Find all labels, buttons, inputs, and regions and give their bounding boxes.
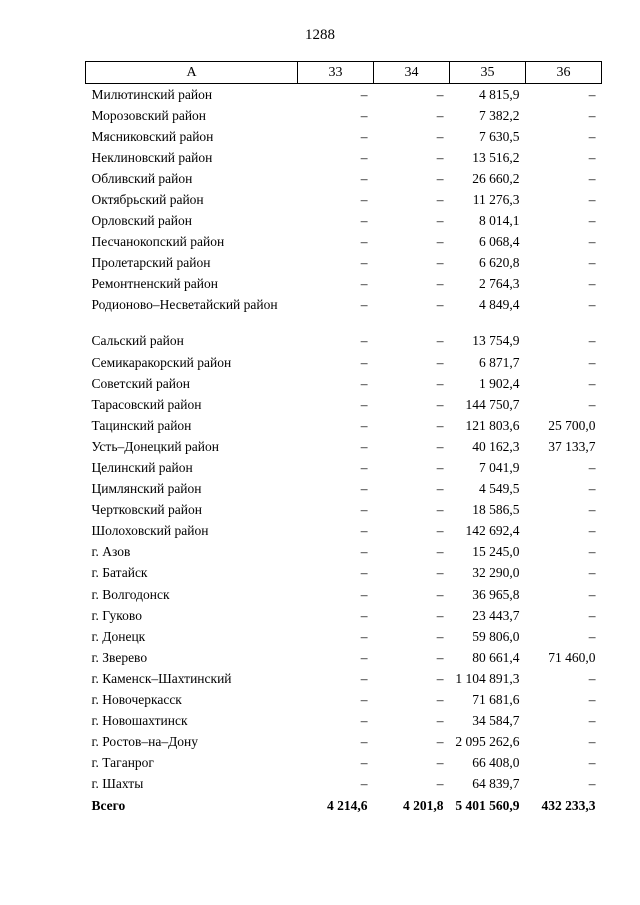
- value-36: –: [588, 354, 596, 370]
- value-36: –: [588, 297, 596, 313]
- value-34: –: [436, 460, 444, 475]
- value-33: –: [360, 755, 368, 771]
- value-33: –: [360, 460, 368, 475]
- district-name: Цимлянский район: [91, 481, 202, 497]
- value-35: 7 041,9: [479, 460, 520, 475]
- value-35: 13 754,9: [472, 333, 520, 349]
- value-35: 13 516,2: [472, 149, 520, 165]
- value-35: 23 443,7: [472, 607, 520, 623]
- value-34: –: [436, 255, 444, 271]
- district-name: Шолоховский район: [91, 523, 209, 539]
- value-33: –: [360, 107, 368, 123]
- total-label: Всего: [91, 797, 126, 813]
- value-36: –: [588, 107, 596, 123]
- value-36: –: [588, 149, 596, 165]
- value-36: –: [588, 565, 596, 581]
- value-33: –: [360, 234, 368, 250]
- value-35: 80 661,4: [472, 649, 520, 665]
- table-row: [86, 752, 602, 773]
- header-cell-33: 33: [298, 62, 374, 84]
- value-36: –: [588, 213, 596, 229]
- value-35: 32 290,0: [472, 565, 520, 581]
- table-row: [86, 84, 602, 105]
- value-33: –: [360, 481, 368, 497]
- value-35: 6 620,8: [479, 255, 520, 271]
- value-33: –: [360, 523, 368, 539]
- total-value-33: 4 214,6: [327, 797, 368, 813]
- table-row: [86, 415, 602, 436]
- district-name: Обливский район: [91, 170, 193, 186]
- value-34: –: [436, 755, 444, 771]
- value-33: –: [360, 417, 368, 433]
- table-row: [86, 541, 602, 562]
- table-row: [86, 773, 602, 794]
- district-name: Ремонтненский район: [91, 276, 218, 292]
- value-35: 4 849,4: [479, 297, 520, 313]
- value-36: –: [588, 776, 596, 792]
- table-row: [86, 394, 602, 415]
- table-row: [86, 252, 602, 273]
- table-row: [86, 105, 602, 126]
- value-33: –: [360, 628, 368, 644]
- value-33: –: [360, 649, 368, 665]
- value-35: 18 586,5: [472, 502, 520, 518]
- header-cell-36: 36: [526, 62, 602, 84]
- total-value-35: 5 401 560,9: [455, 797, 520, 813]
- header-cell-34: 34: [374, 62, 450, 84]
- value-35: 64 839,7: [472, 776, 520, 792]
- table-row: [86, 668, 602, 689]
- table-row: [86, 210, 602, 231]
- table-row: [86, 126, 602, 147]
- value-34: –: [436, 734, 444, 750]
- value-36: –: [588, 170, 596, 186]
- value-34: –: [436, 628, 444, 644]
- table-row: [86, 689, 602, 710]
- value-36: –: [588, 755, 596, 771]
- value-36: –: [588, 191, 596, 207]
- district-name: Усть–Донецкий район: [91, 438, 219, 454]
- value-33: –: [360, 255, 368, 271]
- district-name: Неклиновский район: [91, 149, 213, 165]
- value-35: 8 014,1: [479, 213, 520, 229]
- value-33: –: [360, 375, 368, 391]
- value-35: 15 245,0: [472, 544, 520, 560]
- value-34: –: [436, 297, 444, 313]
- value-35: 6 068,4: [479, 234, 520, 250]
- value-36: –: [588, 502, 596, 518]
- district-name: Чертковский район: [91, 502, 202, 518]
- value-34: –: [436, 396, 444, 412]
- value-34: –: [436, 128, 444, 144]
- district-name: Морозовский район: [91, 107, 207, 123]
- value-33: –: [360, 354, 368, 370]
- table-row: [86, 373, 602, 394]
- value-36: –: [588, 607, 596, 623]
- table-row: [86, 562, 602, 583]
- value-36: –: [588, 234, 596, 250]
- table-body: [86, 84, 602, 816]
- table-row: [86, 499, 602, 520]
- district-name: Песчанокопский район: [91, 234, 225, 250]
- value-35: 11 276,3: [472, 191, 520, 207]
- value-35: 4 549,5: [479, 481, 520, 497]
- value-35: 26 660,2: [472, 170, 520, 186]
- value-36: –: [588, 713, 596, 729]
- table-row: [86, 294, 602, 330]
- value-34: –: [436, 544, 444, 560]
- value-33: –: [360, 565, 368, 581]
- value-35: 144 750,7: [465, 396, 520, 412]
- value-36: –: [588, 523, 596, 539]
- value-35: 7 382,2: [479, 107, 520, 123]
- table-row: [86, 457, 602, 478]
- value-36: –: [588, 544, 596, 560]
- value-34: –: [436, 107, 444, 123]
- value-36: –: [588, 128, 596, 144]
- value-34: –: [436, 234, 444, 250]
- value-35: 1 104 891,3: [455, 670, 520, 686]
- district-name: г. Донецк: [91, 628, 146, 644]
- value-36: –: [588, 333, 596, 349]
- table-row: [86, 436, 602, 457]
- total-value-36: 432 233,3: [541, 797, 596, 813]
- district-name: Пролетарский район: [91, 255, 211, 271]
- value-33: –: [360, 692, 368, 708]
- value-35: 34 584,7: [472, 713, 520, 729]
- value-36: 37 133,7: [548, 438, 596, 454]
- value-36: –: [588, 87, 596, 102]
- value-36: –: [588, 734, 596, 750]
- value-34: –: [436, 607, 444, 623]
- district-name: Мясниковский район: [91, 128, 214, 144]
- table-row: [86, 520, 602, 541]
- district-name: Целинский район: [91, 460, 193, 475]
- value-33: –: [360, 149, 368, 165]
- table-row: [86, 647, 602, 668]
- value-33: –: [360, 276, 368, 292]
- value-34: –: [436, 276, 444, 292]
- value-33: –: [360, 191, 368, 207]
- value-33: –: [360, 297, 368, 313]
- table-row: [86, 330, 602, 351]
- value-35: 142 692,4: [465, 523, 520, 539]
- district-name: Тацинский район: [91, 417, 192, 433]
- value-34: –: [436, 354, 444, 370]
- table-row: [86, 273, 602, 294]
- district-name: Родионово–Несветайский район: [91, 297, 278, 313]
- value-36: –: [588, 276, 596, 292]
- table-header-row: [86, 62, 602, 84]
- value-34: –: [436, 375, 444, 391]
- value-33: –: [360, 170, 368, 186]
- value-35: 40 162,3: [472, 438, 520, 454]
- value-33: –: [360, 333, 368, 349]
- value-33: –: [360, 502, 368, 518]
- value-34: –: [436, 586, 444, 602]
- value-34: –: [436, 670, 444, 686]
- value-34: –: [436, 565, 444, 581]
- value-36: –: [588, 375, 596, 391]
- district-name: Милютинский район: [91, 87, 213, 102]
- value-33: –: [360, 213, 368, 229]
- value-34: –: [436, 649, 444, 665]
- value-35: 4 815,9: [479, 87, 520, 102]
- value-33: –: [360, 544, 368, 560]
- value-35: 6 871,7: [479, 354, 520, 370]
- value-36: –: [588, 396, 596, 412]
- value-35: 2 095 262,6: [455, 734, 520, 750]
- value-36: –: [588, 586, 596, 602]
- table-row: [86, 478, 602, 499]
- value-34: –: [436, 502, 444, 518]
- total-value-34: 4 201,8: [403, 797, 444, 813]
- value-35: 2 764,3: [479, 276, 520, 292]
- district-name: Сальский район: [91, 333, 184, 349]
- total-row: [86, 795, 602, 816]
- value-33: –: [360, 586, 368, 602]
- table-row: [86, 605, 602, 626]
- district-name: г. Волгодонск: [91, 586, 170, 602]
- value-33: –: [360, 396, 368, 412]
- value-35: 36 965,8: [472, 586, 520, 602]
- district-name: г. Новошахтинск: [91, 713, 188, 729]
- value-34: –: [436, 213, 444, 229]
- district-name: г. Таганрог: [91, 755, 154, 771]
- value-33: –: [360, 128, 368, 144]
- value-35: 71 681,6: [472, 692, 520, 708]
- district-name: г. Шахты: [91, 776, 144, 792]
- table-row: [86, 584, 602, 605]
- value-34: –: [436, 149, 444, 165]
- value-33: –: [360, 713, 368, 729]
- table-row: [86, 168, 602, 189]
- value-36: 71 460,0: [548, 649, 596, 665]
- district-name: Октябрьский район: [91, 191, 204, 207]
- value-34: –: [436, 333, 444, 349]
- value-35: 59 806,0: [472, 628, 520, 644]
- value-33: –: [360, 734, 368, 750]
- value-34: –: [436, 776, 444, 792]
- district-name: г. Ростов–на–Дону: [91, 734, 199, 750]
- value-36: –: [588, 460, 596, 475]
- district-name: г. Гуково: [91, 607, 142, 623]
- district-name: Советский район: [91, 375, 190, 391]
- district-name: г. Батайск: [91, 565, 148, 581]
- value-34: –: [436, 417, 444, 433]
- value-34: –: [436, 692, 444, 708]
- value-35: 7 630,5: [479, 128, 520, 144]
- header-cell-35: 35: [450, 62, 526, 84]
- value-35: 66 408,0: [472, 755, 520, 771]
- value-35: 121 803,6: [465, 417, 520, 433]
- value-36: –: [588, 481, 596, 497]
- value-34: –: [436, 523, 444, 539]
- value-33: –: [360, 87, 368, 102]
- table-row: [86, 352, 602, 373]
- value-34: –: [436, 713, 444, 729]
- table-row: [86, 710, 602, 731]
- table-row: [86, 626, 602, 647]
- value-33: –: [360, 776, 368, 792]
- value-34: –: [436, 481, 444, 497]
- value-34: –: [436, 170, 444, 186]
- value-36: –: [588, 255, 596, 271]
- value-33: –: [360, 670, 368, 686]
- table-row: [86, 231, 602, 252]
- district-name: Тарасовский район: [91, 396, 202, 412]
- page-number: 1288: [305, 27, 335, 43]
- value-33: –: [360, 607, 368, 623]
- district-name: г. Зверево: [91, 649, 148, 665]
- value-36: 25 700,0: [548, 417, 596, 433]
- value-36: –: [588, 692, 596, 708]
- table-row: [86, 147, 602, 168]
- table-row: [86, 189, 602, 210]
- value-34: –: [436, 438, 444, 454]
- value-34: –: [436, 87, 444, 102]
- district-name: Орловский район: [91, 213, 192, 229]
- district-name: г. Каменск–Шахтинский: [91, 670, 232, 686]
- value-33: –: [360, 438, 368, 454]
- district-name: Семикаракорский район: [91, 354, 232, 370]
- value-34: –: [436, 191, 444, 207]
- value-36: –: [588, 628, 596, 644]
- district-name: г. Азов: [91, 544, 131, 560]
- header-cell-a: А: [86, 62, 298, 84]
- value-36: –: [588, 670, 596, 686]
- district-name: г. Новочеркасск: [91, 692, 182, 708]
- value-35: 1 902,4: [479, 375, 520, 391]
- table-row: [86, 731, 602, 752]
- budget-table: [85, 61, 602, 816]
